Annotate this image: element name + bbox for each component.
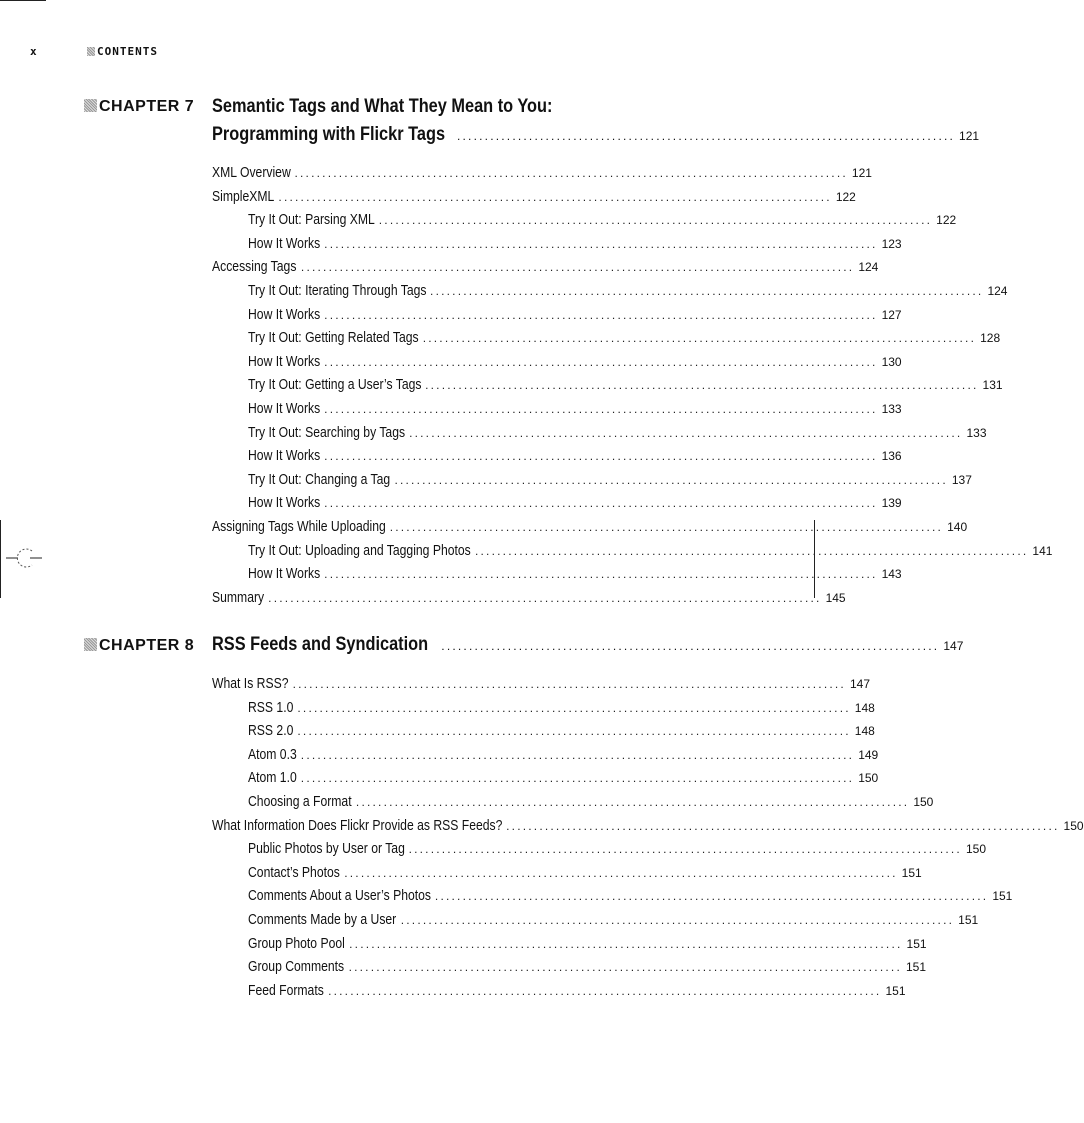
toc-entry[interactable]	[212, 162, 872, 186]
page-ref: 141	[1032, 543, 1053, 558]
toc-entry[interactable]	[248, 862, 922, 886]
page-ref: 127	[881, 307, 902, 322]
dot-leader: ....................................................................................................	[344, 865, 898, 880]
page-ref: 151	[958, 913, 979, 927]
toc-entry-title: Atom 1.0	[248, 770, 297, 787]
dot-leader: ....................................................................................................	[422, 331, 977, 346]
dot-leader: ....................................................................................................	[324, 236, 878, 251]
toc-entry-title: SimpleXML	[212, 188, 275, 205]
toc-entry[interactable]	[212, 186, 856, 210]
toc-entry-title: What Is RSS?	[212, 676, 289, 692]
toc-entry[interactable]	[212, 673, 870, 697]
toc-entry[interactable]	[248, 980, 906, 1004]
toc-entry[interactable]	[248, 304, 902, 328]
toc-entry-title: Contact’s Photos	[248, 864, 340, 881]
toc-entry-title: Try It Out: Getting a User’s Tags	[248, 377, 422, 394]
page-ref: 124	[987, 284, 1008, 298]
toc-entry[interactable]	[248, 209, 957, 233]
toc-entry[interactable]	[248, 233, 902, 257]
chapter-label-text: CHAPTER 7	[99, 98, 195, 115]
dot-leader: ....................................................................................................	[292, 677, 846, 691]
page-ref: 147	[943, 639, 964, 653]
grey-block-icon	[84, 638, 97, 651]
page-ref: 151	[992, 889, 1013, 904]
chapter-label-text: CHAPTER 8	[99, 637, 195, 654]
dot-leader: ....................................................................................................	[474, 543, 1029, 558]
page-ref: 147	[849, 677, 870, 691]
dot-leader: ....................................................................................................	[355, 795, 910, 809]
page-ref: 148	[854, 700, 875, 715]
page-ref: 139	[881, 496, 902, 511]
page-ref: 150	[858, 771, 879, 786]
toc-entry-title: Try It Out: Uploading and Tagging Photos	[248, 542, 471, 559]
dot-leader: ....................................................................................................	[268, 590, 822, 605]
toc-entry-title: Comments Made by a User	[248, 912, 397, 928]
dot-leader: ....................................................................................................	[324, 354, 878, 369]
page-ref: 150	[1063, 818, 1084, 833]
toc-entry-title: Comments About a User’s Photos	[248, 888, 432, 905]
dot-leader: ....................................................................................................	[408, 842, 962, 857]
dot-leader: ....................................................................................................	[324, 449, 878, 464]
dot-leader: ....................................................................................................	[300, 260, 855, 275]
toc-entry-title: Try It Out: Changing a Tag	[248, 471, 391, 488]
toc-entry-title: RSS 1.0	[248, 699, 294, 716]
toc-entry-title: Try It Out: Searching by Tags	[248, 424, 406, 441]
page-ref: 150	[965, 842, 986, 857]
toc-entry[interactable]	[248, 838, 986, 862]
toc-entry[interactable]	[248, 280, 1008, 304]
toc-entry-title: Try It Out: Parsing XML	[248, 212, 375, 229]
toc-entry-title: XML Overview	[212, 165, 291, 181]
toc-entry-title: Atom 0.3	[248, 746, 297, 763]
chapter-title-text: Programming with Flickr Tags	[212, 124, 446, 145]
toc-entry[interactable]	[212, 587, 846, 611]
page-ref: 151	[901, 865, 922, 880]
toc-entry-title: Group Photo Pool	[248, 935, 345, 952]
toc-entry[interactable]	[212, 256, 879, 280]
toc-entry[interactable]	[248, 767, 879, 791]
dot-leader: ....................................................................................................	[348, 960, 902, 975]
toc-entry[interactable]	[248, 374, 1003, 398]
page-ref: 150	[913, 795, 934, 809]
toc-entry[interactable]	[248, 540, 1053, 564]
toc-entry-title: How It Works	[248, 495, 321, 512]
toc-entry[interactable]	[248, 697, 875, 721]
dot-leader: ....................................................................................................	[506, 818, 1060, 833]
page-ref: 122	[936, 213, 957, 228]
chapter-title-text: Semantic Tags and What They Mean to You:	[212, 96, 553, 117]
toc-entry-title: What Information Does Flickr Provide as RSS Feeds?	[212, 817, 503, 834]
dot-leader: ..........................................................................................	[456, 129, 956, 143]
page-ref: 148	[854, 724, 875, 739]
chapter-title-line-2[interactable]	[212, 124, 980, 146]
toc-entry[interactable]	[248, 885, 1013, 909]
dot-leader: ....................................................................................................	[394, 472, 948, 487]
dot-leader: ....................................................................................................	[328, 983, 882, 998]
toc-entry[interactable]	[248, 492, 902, 516]
toc-entry[interactable]	[212, 815, 1084, 839]
page-ref: 133	[966, 425, 987, 440]
dot-leader: ....................................................................................................	[425, 378, 979, 393]
toc-entry-title: RSS 2.0	[248, 723, 294, 740]
toc-entry[interactable]	[248, 909, 979, 933]
page-ref: 136	[881, 449, 902, 464]
page-ref: 149	[858, 747, 879, 762]
dot-leader: ....................................................................................................	[324, 496, 878, 511]
dot-leader: ....................................................................................................	[300, 747, 855, 762]
page-ref: 145	[825, 590, 846, 605]
dot-leader: ....................................................................................................	[297, 700, 851, 715]
dot-leader: ....................................................................................................	[294, 166, 848, 180]
page-ref: 137	[951, 472, 972, 487]
dot-leader: ....................................................................................................	[297, 724, 851, 739]
dot-leader: ....................................................................................................	[300, 771, 855, 786]
toc-entry[interactable]	[248, 469, 972, 493]
grey-block-icon	[84, 99, 97, 112]
toc-entry[interactable]	[248, 720, 875, 744]
page-ref: 151	[906, 936, 927, 951]
section-label-text: CONTENTS	[97, 45, 158, 58]
dot-leader: ....................................................................................................	[278, 189, 832, 204]
toc-entry[interactable]	[248, 422, 987, 446]
toc-entry[interactable]	[248, 933, 927, 957]
toc-entry-title: How It Works	[248, 306, 321, 323]
toc-entry[interactable]	[248, 791, 934, 815]
toc-entry-title: Summary	[212, 589, 265, 606]
toc-entry[interactable]	[248, 445, 902, 469]
page-ref: 128	[980, 331, 1001, 346]
toc-entry-title: How It Works	[248, 235, 321, 252]
dot-leader: ....................................................................................................	[400, 913, 955, 927]
crop-mark-top	[0, 0, 46, 1]
page-ref: 121	[851, 166, 872, 180]
dot-leader: ....................................................................................................	[409, 425, 963, 440]
toc-entry[interactable]	[248, 398, 902, 422]
toc-entry-title: Feed Formats	[248, 982, 324, 999]
page-ref: 131	[982, 378, 1003, 393]
chapter-title-text: RSS Feeds and Syndication	[212, 634, 429, 655]
chapter-title-line-1[interactable]	[212, 634, 964, 656]
chapter-label	[84, 637, 194, 655]
toc-entry[interactable]	[248, 744, 879, 768]
toc-entry-title: How It Works	[248, 566, 321, 583]
toc-entry-title: Choosing a Format	[248, 794, 352, 810]
dot-leader: ....................................................................................................	[378, 213, 933, 228]
toc-entry-title: Public Photos by User or Tag	[248, 841, 405, 858]
page-ref: 123	[881, 236, 902, 251]
toc-entry-title: How It Works	[248, 401, 321, 417]
dot-leader: ....................................................................................................	[324, 567, 878, 582]
dot-leader: ....................................................................................................	[434, 889, 989, 904]
chapter-title-line-1	[212, 96, 696, 118]
toc-entry-title: How It Works	[248, 448, 321, 465]
chapter-label	[84, 98, 194, 116]
dot-leader: ....................................................................................................	[324, 307, 878, 322]
toc-entry[interactable]	[248, 563, 902, 587]
dot-leader: ..........................................................................................	[441, 639, 940, 653]
toc-entry[interactable]	[248, 956, 927, 980]
toc-entry[interactable]	[212, 516, 968, 540]
page-ref: 122	[835, 189, 856, 204]
toc-entry-title: Try It Out: Iterating Through Tags	[248, 283, 427, 299]
toc-entry-title: How It Works	[248, 353, 321, 370]
page-ref: 143	[881, 567, 902, 582]
registration-mark-icon	[4, 542, 44, 574]
dot-leader: ....................................................................................................	[324, 402, 878, 416]
page-ref: 140	[947, 520, 968, 534]
toc-entry-title: Try It Out: Getting Related Tags	[248, 330, 419, 347]
toc-entry[interactable]	[248, 351, 902, 375]
toc-entry-title: Group Comments	[248, 959, 345, 976]
dot-leader: ....................................................................................................	[389, 520, 944, 534]
page-ref: 130	[881, 354, 902, 369]
grey-block-icon	[87, 47, 95, 56]
page-number: x	[30, 45, 38, 58]
crop-mark-left	[0, 520, 1, 598]
page-ref: 124	[858, 260, 879, 275]
section-label	[87, 45, 158, 58]
page-ref: 121	[959, 129, 980, 143]
dot-leader: ....................................................................................................	[430, 284, 984, 298]
toc-entry-title: Accessing Tags	[212, 259, 297, 276]
page-ref: 151	[885, 983, 906, 998]
toc-entry[interactable]	[248, 327, 1001, 351]
page-ref: 151	[905, 960, 927, 975]
dot-leader: ....................................................................................................	[349, 936, 903, 951]
toc-entry-title: Assigning Tags While Uploading	[212, 519, 386, 535]
page-ref: 133	[881, 402, 902, 416]
